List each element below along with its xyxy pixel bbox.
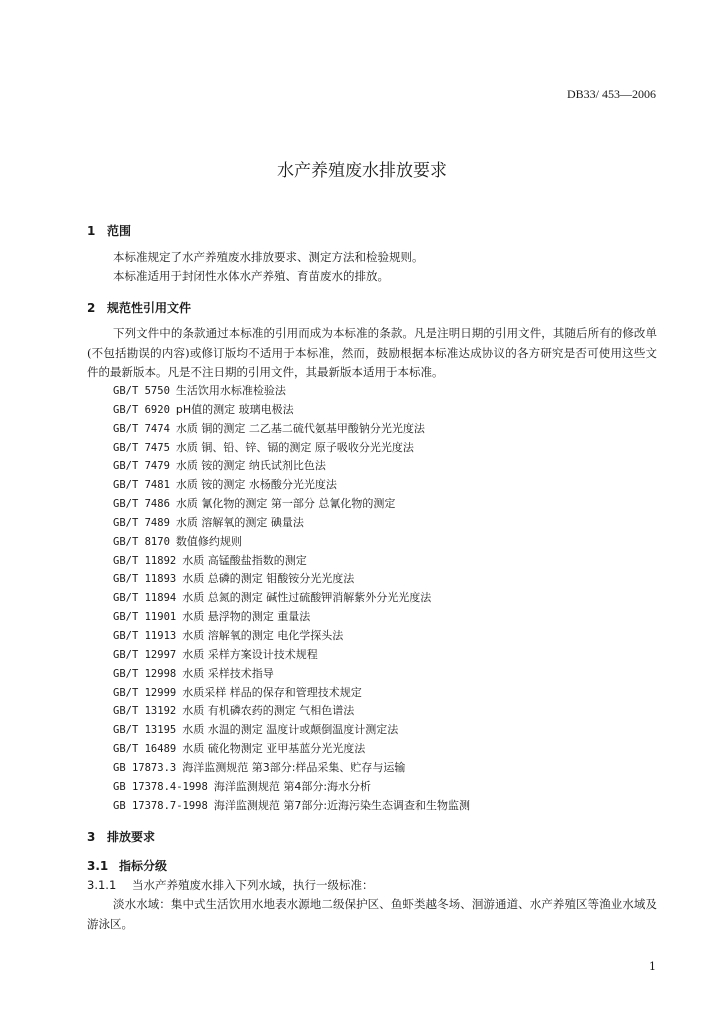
reference-code: GB/T 7479 xyxy=(113,460,170,473)
reference-item xyxy=(113,382,470,401)
section-1-line-1: 本标准规定了水产养殖废水排放要求、测定方法和检验规则。 xyxy=(113,250,424,264)
reference-item xyxy=(113,646,470,665)
reference-title: 海洋监测规范 第3部分:样品采集、贮存与运输 xyxy=(182,760,406,774)
reference-code: GB 17378.4-1998 xyxy=(113,780,208,793)
reference-title: 水质 硫化物测定 亚甲基蓝分光光度法 xyxy=(182,742,366,756)
reference-title: 海洋监测规范 第4部分:海水分析 xyxy=(213,779,372,793)
reference-title: 水质 铵的测定 水杨酸分光光度法 xyxy=(175,478,337,492)
section-3-heading xyxy=(87,828,155,845)
reference-code: GB 17873.3 xyxy=(113,761,177,774)
subsection-number: 3.1 xyxy=(87,859,109,873)
reference-item xyxy=(113,740,470,759)
reference-item xyxy=(113,702,470,721)
clause-text: 当水产养殖废水排入下列水域，执行一级标准： xyxy=(132,878,374,892)
reference-code: GB/T 6920 xyxy=(113,403,170,416)
reference-item xyxy=(113,759,470,778)
reference-item xyxy=(113,457,470,476)
section-number: 3 xyxy=(87,830,96,844)
reference-title: 水质 氰化物的测定 第一部分 总氰化物的测定 xyxy=(175,497,396,511)
reference-title: 水质 铜的测定 二乙基二硫代氨基甲酸钠分光光度法 xyxy=(175,421,425,435)
reference-code: GB/T 12998 xyxy=(113,667,177,680)
section-1-heading xyxy=(87,222,131,239)
subsection-3-1-heading xyxy=(87,857,167,874)
reference-title: 水质 采样技术指导 xyxy=(182,666,274,680)
clause-3-1-1 xyxy=(87,877,374,893)
reference-title: 水质 有机磷农药的测定 气相色谱法 xyxy=(182,704,355,718)
reference-code: GB 17378.7-1998 xyxy=(113,799,208,812)
reference-title: 海洋监测规范 第7部分:近海污染生态调查和生物监测 xyxy=(213,798,471,812)
reference-item xyxy=(113,420,470,439)
section-2-intro: 下列文件中的条款通过本标准的引用而成为本标准的条款。凡是注明日期的引用文件，其随后所有的修改单(不包括勘误的内容)或修订版均不适用于本标准，然而，鼓励根据本标准达成协议的各方研究是否可使用这些文件的最新版本。凡是不注日期的引用文件，其最新版本适用于本标准。 xyxy=(87,326,657,379)
reference-item xyxy=(113,570,470,589)
reference-title: pH值的测定 玻璃电极法 xyxy=(175,402,294,416)
reference-code: GB/T 12999 xyxy=(113,686,177,699)
document-title: 水产养殖废水排放要求 xyxy=(277,161,447,181)
section-1-line-2: 本标准适用于封闭性水体水产养殖、育苗废水的排放。 xyxy=(113,269,389,283)
reference-code: GB/T 11892 xyxy=(113,554,177,567)
reference-code: GB/T 16489 xyxy=(113,743,177,756)
reference-title: 水质 铵的测定 纳氏试剂比色法 xyxy=(175,459,326,473)
reference-item xyxy=(113,778,470,797)
reference-title: 水质 高锰酸盐指数的测定 xyxy=(182,553,307,567)
reference-code: GB/T 5750 xyxy=(113,385,170,397)
reference-title: 水质采样 样品的保存和管理技术规定 xyxy=(182,685,362,699)
reference-code: GB/T 7474 xyxy=(113,422,170,435)
reference-item xyxy=(113,684,470,703)
reference-item xyxy=(113,589,470,608)
reference-item xyxy=(113,401,470,420)
reference-item xyxy=(113,797,470,816)
reference-code: GB/T 12997 xyxy=(113,648,177,661)
reference-title: 水质 溶解氧的测定 电化学探头法 xyxy=(182,628,344,642)
reference-title: 水质 悬浮物的测定 重量法 xyxy=(182,610,311,624)
reference-title: 水质 水温的测定 温度计或颠倒温度计测定法 xyxy=(182,723,399,737)
section-2-heading xyxy=(87,299,191,316)
reference-item xyxy=(113,608,470,627)
freshwater-paragraph: 淡水水域：集中式生活饮用水地表水源地二级保护区、鱼虾类越冬场、洄游通道、水产养殖区等渔业水域及游泳区。 xyxy=(87,897,657,931)
reference-title: 数值修约规则 xyxy=(175,534,242,548)
reference-title: 水质 采样方案设计技术规程 xyxy=(182,647,318,661)
reference-item xyxy=(113,533,470,552)
subsection-title: 指标分级 xyxy=(119,859,168,873)
reference-item xyxy=(113,665,470,684)
clause-number: 3.1.1 xyxy=(87,878,117,892)
section-number: 1 xyxy=(87,224,96,238)
reference-item xyxy=(113,552,470,571)
section-title: 范围 xyxy=(107,224,132,238)
reference-item xyxy=(113,476,470,495)
section-number: 2 xyxy=(87,301,96,315)
reference-code: GB/T 11913 xyxy=(113,629,177,642)
reference-code: GB/T 8170 xyxy=(113,535,170,548)
reference-code: GB/T 13192 xyxy=(113,705,177,718)
reference-code: GB/T 7481 xyxy=(113,479,170,492)
reference-code: GB/T 13195 xyxy=(113,724,177,737)
reference-list xyxy=(113,382,470,815)
reference-item xyxy=(113,495,470,514)
reference-code: GB/T 11894 xyxy=(113,592,177,605)
section-title: 规范性引用文件 xyxy=(107,301,192,315)
reference-code: GB/T 11893 xyxy=(113,573,177,586)
reference-title: 水质 铜、铅、锌、镉的测定 原子吸收分光光度法 xyxy=(175,440,414,454)
standard-code: DB33/ 453—2006 xyxy=(566,87,656,101)
reference-code: GB/T 7486 xyxy=(113,498,170,511)
reference-title: 水质 总磷的测定 钼酸铵分光光度法 xyxy=(182,572,355,586)
reference-title: 水质 溶解氧的测定 碘量法 xyxy=(175,515,304,529)
reference-code: GB/T 7475 xyxy=(113,441,170,454)
reference-title: 水质 总氮的测定 碱性过硫酸钾消解紫外分光光度法 xyxy=(182,591,432,605)
reference-code: GB/T 11901 xyxy=(113,611,177,624)
section-title: 排放要求 xyxy=(107,830,156,844)
page-number: 1 xyxy=(649,960,656,973)
reference-item xyxy=(113,627,470,646)
reference-item xyxy=(113,439,470,458)
reference-title: 生活饮用水标准检验法 xyxy=(175,384,286,397)
reference-code: GB/T 7489 xyxy=(113,516,170,529)
reference-item xyxy=(113,514,470,533)
reference-item xyxy=(113,721,470,740)
